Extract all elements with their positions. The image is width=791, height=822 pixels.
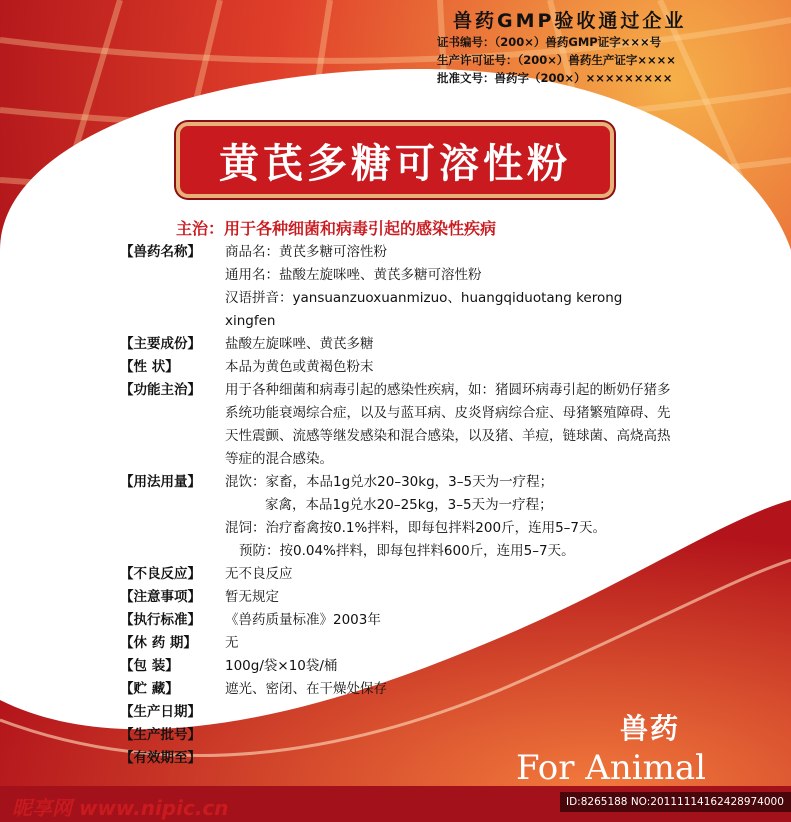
product-spec-table	[120, 241, 680, 770]
watermark-site: 昵享网 www.nipic.cn	[12, 796, 229, 820]
label-ingredients: 【主要成份】	[120, 336, 201, 352]
withdrawal-value: 无	[225, 635, 239, 651]
adverse-value: 无不良反应	[225, 566, 293, 582]
row-property	[120, 356, 680, 379]
row-storage	[120, 678, 680, 701]
row-name	[120, 241, 680, 333]
license-number: 生产许可证号：（200×）兽药生产证字××××	[437, 53, 676, 67]
row-withdrawal	[120, 632, 680, 655]
approval-number: 批准文号：兽药字（200×）×××××××××	[437, 71, 673, 85]
trade-name: 商品名：黄芪多糖可溶性粉	[225, 244, 387, 260]
standard-value: 《兽药质量标准》2003年	[225, 612, 381, 628]
row-notes	[120, 586, 680, 609]
product-title-banner	[176, 122, 614, 198]
usage-feed-treatment: 混饲：治疗畜禽按0.1%拌料，即每包拌料200斤，连用5–7天。	[225, 520, 606, 536]
cert-number: 证书编号：（200×）兽药GMP证字×××号	[437, 35, 662, 49]
label-withdrawal: 【休 药 期】	[120, 635, 197, 651]
label-batch: 【生产批号】	[120, 727, 201, 743]
row-ingredients	[120, 333, 680, 356]
row-usage	[120, 471, 680, 563]
watermark-id: ID:8265188 NO:20111114162428974000	[560, 792, 791, 812]
row-batch	[120, 724, 680, 747]
package-value: 100g/袋×10袋/桶	[225, 658, 338, 674]
usage-drink-poultry: 家禽，本品1g兑水20–25kg，3–5天为一疗程；	[265, 497, 553, 513]
label-standard: 【执行标准】	[120, 612, 201, 628]
gmp-title: 兽药GMP验收通过企业	[453, 10, 687, 32]
gmp-info	[437, 6, 777, 87]
label-storage: 【贮 藏】	[120, 681, 179, 697]
indication-headline: 主治：用于各种细菌和病毒引起的感染性疾病	[176, 219, 497, 238]
row-prod-date	[120, 701, 680, 724]
generic-name: 通用名：盐酸左旋咪唑、黄芪多糖可溶性粉	[225, 267, 482, 283]
product-title: 黄芪多糖可溶性粉	[219, 140, 571, 187]
brand-en: For Animal	[516, 748, 706, 788]
row-adverse	[120, 563, 680, 586]
label-notes: 【注意事项】	[120, 589, 201, 605]
label-adverse: 【不良反应】	[120, 566, 201, 582]
ingredients-value: 盐酸左旋咪唑、黄芪多糖	[225, 336, 374, 352]
label-expiry: 【有效期至】	[120, 750, 201, 766]
label-name: 【兽药名称】	[120, 244, 201, 260]
row-standard	[120, 609, 680, 632]
storage-value: 遮光、密闭、在干燥处保存	[225, 681, 387, 697]
property-value: 本品为黄色或黄褐色粉末	[225, 359, 374, 375]
label-usage: 【用法用量】	[120, 474, 201, 490]
notes-value: 暂无规定	[225, 589, 279, 605]
row-package	[120, 655, 680, 678]
row-function	[120, 379, 680, 471]
label-property: 【性 状】	[120, 359, 179, 375]
label-prod-date: 【生产日期】	[120, 704, 201, 720]
function-value: 用于各种细菌和病毒引起的感染性疾病，如：猪圆环病毒引起的断奶仔猪多系统功能衰竭综合症，以及与蓝耳病、皮炎肾病综合症、母猪繁殖障碍、先天性震颤、流感等继发感染和混合感染，以及猪、羊痘，链球菌、高烧高热等症的混合感染。	[225, 382, 671, 467]
usage-drink-livestock: 混饮：家畜，本品1g兑水20–30kg，3–5天为一疗程；	[225, 474, 554, 490]
usage-feed-prevention: 预防：按0.04%拌料，即每包拌料600斤，连用5–7天。	[239, 543, 575, 559]
pinyin-name-cont: xingfen	[225, 313, 276, 329]
pinyin-name: 汉语拼音：yansuanzuoxuanmizuo、huangqiduotang kerong	[225, 290, 623, 306]
brand-cn: 兽药	[620, 712, 681, 745]
label-function: 【功能主治】	[120, 382, 201, 398]
label-package: 【包 装】	[120, 658, 179, 674]
